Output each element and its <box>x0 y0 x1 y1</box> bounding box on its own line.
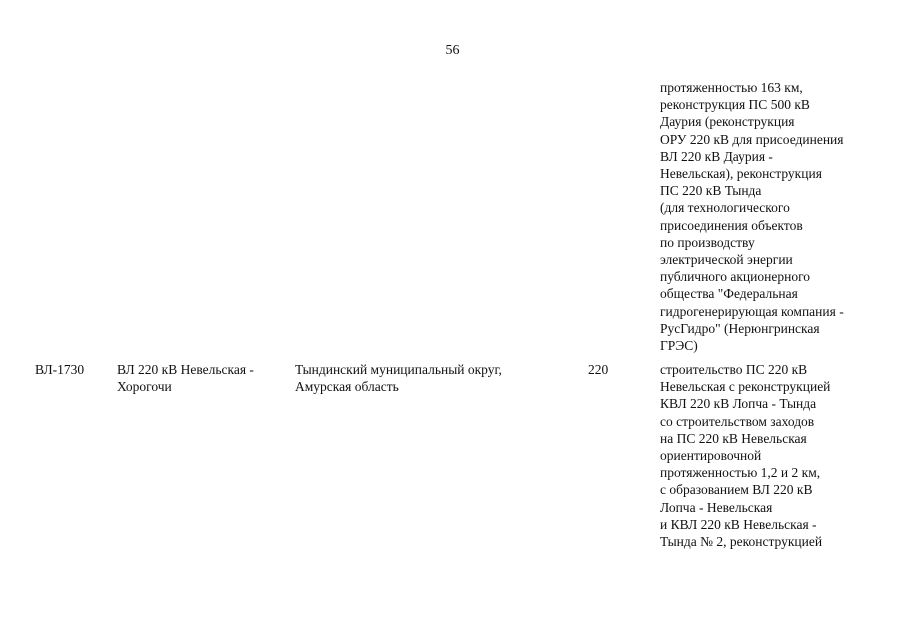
text-line: КВЛ 220 кВ Лопча - Тында <box>660 396 817 412</box>
text-line: ориентировочной <box>660 448 762 464</box>
text-line: ПС 220 кВ Тында <box>660 183 762 199</box>
text-line: электрической энергии <box>660 252 793 268</box>
text-line: ВЛ 220 кВ Даурия - <box>660 148 773 164</box>
object-location <box>295 361 555 395</box>
text-line: с образованием ВЛ 220 кВ <box>660 482 813 498</box>
text-line: строительство ПС 220 кВ <box>660 362 808 377</box>
object-code <box>35 361 105 378</box>
object-voltage <box>588 361 628 378</box>
text-line: ОРУ 220 кВ для присоединения <box>660 131 844 147</box>
object-description <box>660 361 895 550</box>
text-line: со строительством заходов <box>660 413 815 429</box>
text-line: и КВЛ 220 кВ Невельская - <box>660 516 817 532</box>
text-line: Тында № 2, реконструкцией <box>660 534 823 550</box>
text-line: Невельская), реконструкция <box>660 166 822 182</box>
text-line: (для технологического <box>660 200 790 216</box>
text-line: общества "Федеральная <box>660 286 798 302</box>
text-line: ВЛ-1730 <box>35 362 85 377</box>
text-line: Хорогочи <box>117 379 172 395</box>
text-line: протяженностью 1,2 и 2 км, <box>660 465 821 481</box>
text-line: публичного акционерного <box>660 269 811 285</box>
text-line: Лопча - Невельская <box>660 499 773 515</box>
text-line: 220 <box>588 362 609 377</box>
object-name <box>117 361 282 395</box>
text-line: Амурская область <box>295 379 399 395</box>
text-line: по производству <box>660 234 755 250</box>
text-line: ВЛ 220 кВ Невельская - <box>117 362 254 377</box>
text-line: Невельская с реконструкцией <box>660 379 831 395</box>
text-line: протяженностью 163 км, <box>660 80 803 95</box>
page-number: 56 <box>445 43 460 58</box>
text-line: Даурия (реконструкция <box>660 114 795 130</box>
text-line: на ПС 220 кВ Невельская <box>660 430 807 446</box>
text-line: Тындинский муниципальный округ, <box>295 362 502 377</box>
text-line: присоединения объектов <box>660 217 803 233</box>
text-line: РусГидро" (Нерюнгринская <box>660 320 820 336</box>
text-line: реконструкция ПС 500 кВ <box>660 97 810 113</box>
text-line: ГРЭС) <box>660 338 698 354</box>
continued-description <box>660 79 895 354</box>
text-line: гидрогенерирующая компания - <box>660 303 844 319</box>
